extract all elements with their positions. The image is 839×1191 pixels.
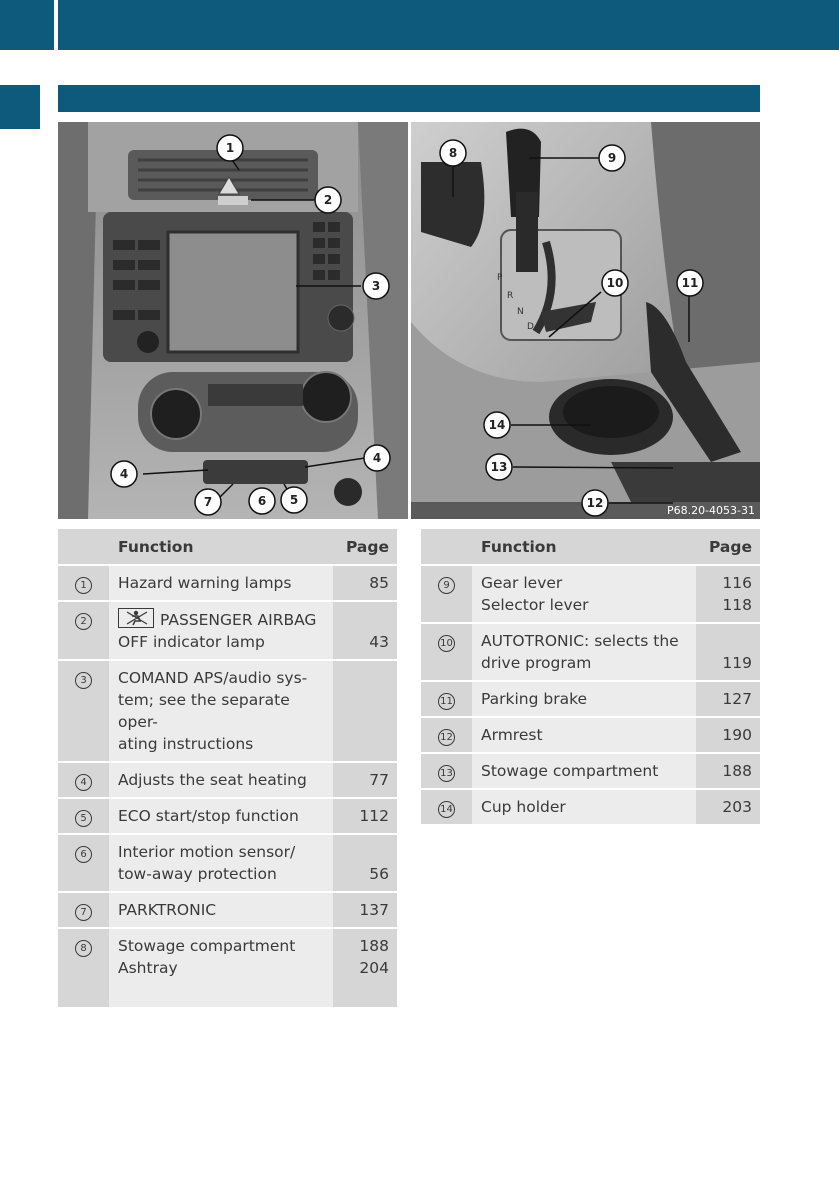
header-bar-left <box>0 0 54 50</box>
table-row <box>421 789 760 825</box>
section-tab-marker <box>0 85 40 129</box>
function-text: Gear lever <box>481 574 563 592</box>
table-row <box>421 681 760 717</box>
function-table-left <box>58 529 397 1009</box>
callout-5: 5 <box>289 493 299 507</box>
item-number: 13 <box>438 765 455 782</box>
page-ref-link[interactable]: 85 <box>369 574 389 592</box>
callout-13: 13 <box>490 460 508 474</box>
function-text: drive program <box>481 654 592 672</box>
page-ref-link[interactable]: 119 <box>722 654 752 672</box>
callout-1: 1 <box>225 141 235 155</box>
table-header-row <box>58 529 397 565</box>
table-row <box>58 798 397 834</box>
page-ref-link[interactable]: 204 <box>359 959 389 977</box>
callout-12: 12 <box>586 496 604 510</box>
function-text: Adjusts the seat heating <box>118 771 307 789</box>
header-page: Page <box>696 529 760 565</box>
table-row <box>421 753 760 789</box>
item-number: 14 <box>438 801 455 818</box>
header-page: Page <box>333 529 397 565</box>
function-table-right <box>421 529 760 826</box>
item-number: 7 <box>75 904 92 921</box>
callout-9: 9 <box>607 151 617 165</box>
section-title-bar <box>58 85 760 112</box>
function-text: PASSENGER AIRBAG <box>160 611 317 629</box>
gear-lever-photo <box>411 122 760 519</box>
page-ref-link[interactable]: 43 <box>369 633 389 651</box>
function-text: AUTOTRONIC: selects the <box>481 632 679 650</box>
item-number: 12 <box>438 729 455 746</box>
callout-14: 14 <box>488 418 506 432</box>
table-row <box>58 762 397 798</box>
callout-7: 7 <box>203 495 213 509</box>
callout-11: 11 <box>681 276 699 290</box>
page-ref-link[interactable]: 188 <box>722 762 752 780</box>
callout-2: 2 <box>323 193 333 207</box>
callout-4-right: 4 <box>372 451 382 465</box>
function-text: ECO start/stop function <box>118 807 299 825</box>
callout-10: 10 <box>606 276 624 290</box>
callout-8: 8 <box>448 146 458 160</box>
callout-4-left: 4 <box>119 467 129 481</box>
item-number: 11 <box>438 693 455 710</box>
function-text: tem; see the separate oper- <box>118 691 290 731</box>
gear-letter-r: R <box>507 291 514 301</box>
page-ref-link[interactable]: 56 <box>369 865 389 883</box>
table-row <box>421 717 760 753</box>
page-ref-link[interactable]: 116 <box>722 574 752 592</box>
gear-letter-d: D <box>527 322 534 332</box>
function-text: Hazard warning lamps <box>118 574 292 592</box>
function-text: Parking brake <box>481 690 588 708</box>
page-ref-link[interactable]: 188 <box>359 937 389 955</box>
page-ref-link[interactable]: 112 <box>359 807 389 825</box>
function-text: ating instructions <box>118 735 254 753</box>
header-function: Function <box>109 529 333 565</box>
page-ref-link[interactable]: 77 <box>369 771 389 789</box>
gear-letter-n: N <box>517 307 524 317</box>
item-number: 1 <box>75 577 92 594</box>
airbag-off-icon <box>118 608 154 628</box>
callout-6: 6 <box>257 494 267 508</box>
table-row <box>58 928 397 1008</box>
header-number <box>58 529 109 565</box>
table-row <box>58 892 397 928</box>
table-row <box>58 834 397 892</box>
header-bar <box>58 0 839 50</box>
item-number: 8 <box>75 940 92 957</box>
function-text: Ashtray <box>118 959 178 977</box>
function-text: Armrest <box>481 726 543 744</box>
item-number: 2 <box>75 613 92 630</box>
table-row <box>421 623 760 681</box>
item-number: 5 <box>75 810 92 827</box>
page-ref-link[interactable]: 203 <box>722 798 752 816</box>
page-ref-link[interactable]: 127 <box>722 690 752 708</box>
table-row <box>58 565 397 601</box>
function-text: Cup holder <box>481 798 566 816</box>
item-number: 10 <box>438 635 455 652</box>
image-credit: P68.20-4053-31 <box>666 504 755 517</box>
function-text: Selector lever <box>481 596 589 614</box>
item-number: 3 <box>75 672 92 689</box>
page-ref-link[interactable]: 190 <box>722 726 752 744</box>
function-text: tow-away protection <box>118 865 277 883</box>
callout-3: 3 <box>371 279 381 293</box>
table-row <box>58 601 397 660</box>
table-row <box>421 565 760 623</box>
page-ref-link[interactable]: 118 <box>722 596 752 614</box>
function-text: Stowage compartment <box>481 762 659 780</box>
function-text: OFF indicator lamp <box>118 633 265 651</box>
gear-letter-p: P <box>497 273 503 283</box>
function-text: PARKTRONIC <box>118 901 217 919</box>
header-function: Function <box>472 529 696 565</box>
header-number <box>421 529 472 565</box>
item-number: 9 <box>438 577 455 594</box>
page-ref-link[interactable]: 137 <box>359 901 389 919</box>
center-console-photo <box>58 122 408 519</box>
item-number: 6 <box>75 846 92 863</box>
function-text: Interior motion sensor/ <box>118 843 296 861</box>
table-header-row <box>421 529 760 565</box>
function-text: COMAND APS/audio sys- <box>118 669 308 687</box>
table-row <box>58 660 397 762</box>
item-number: 4 <box>75 774 92 791</box>
function-text: Stowage compartment <box>118 937 296 955</box>
